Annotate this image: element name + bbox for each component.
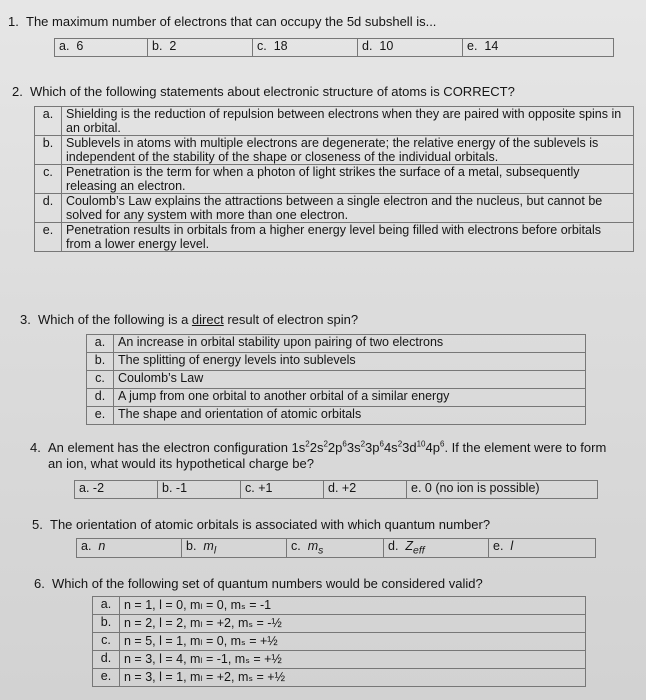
orbital-term: 3d <box>402 440 417 455</box>
option-a[interactable]: An increase in orbital stability upon pairing of two electrons <box>114 335 586 353</box>
option-d[interactable]: d. +2 <box>324 481 407 499</box>
orbital-term: 4p <box>425 440 440 455</box>
orbital-term: 3p <box>365 440 380 455</box>
option-b[interactable]: Sublevels in atoms with multiple electrons are degenerate; the relative energy of the sublevels is independent of the stability of the shape or closeness of the individual orbitals. <box>62 136 634 165</box>
option-a[interactable]: a. -2 <box>75 481 158 499</box>
option-e[interactable]: e. l <box>489 539 596 558</box>
orbital-electron-count: 6 <box>342 439 347 449</box>
q2-options <box>34 106 634 252</box>
question-number: 4. <box>30 440 41 455</box>
question-number: 6. <box>34 576 45 591</box>
orbital-electron-count: 10 <box>416 439 426 449</box>
option-d[interactable]: A jump from one orbital to another orbital of a similar energy <box>114 389 586 407</box>
orbital-electron-count: 2 <box>360 439 366 449</box>
electron-configuration <box>292 440 445 455</box>
orbital-term: 3s <box>346 440 361 455</box>
option-c[interactable]: c. +1 <box>241 481 324 499</box>
option-a[interactable]: a. n <box>77 539 182 558</box>
option-e[interactable]: e. 0 (no ion is possible) <box>407 481 598 499</box>
question-text: Which of the following set of quantum numbers would be considered valid? <box>52 576 483 591</box>
option-b[interactable]: The splitting of energy levels into sublevels <box>114 353 586 371</box>
q5-options <box>76 538 596 558</box>
option-b[interactable]: b. $m_l$ <box>182 539 287 558</box>
question-number: 3. <box>20 312 31 327</box>
option-e[interactable]: Penetration results in orbitals from a higher energy level being filled with electrons before orbitals from a lower energy level. <box>62 223 634 252</box>
option-a[interactable]: Shielding is the reduction of repulsion between electrons when they are paired with opposite spins in an orbital. <box>62 107 634 136</box>
option-c[interactable]: c. 18 <box>253 39 358 57</box>
option-a[interactable]: a. 6 <box>55 39 148 57</box>
option-b[interactable]: n = 2, l = 2, mₗ = +2, mₛ = -½ <box>120 615 586 633</box>
option-d[interactable]: Coulomb’s Law explains the attractions between a single electron and the nucleus, but cannot be solved for any system with more than one electron. <box>62 194 634 223</box>
question-4: 4. An element has the electron configuration $1s^22s^22p^63s^23p^64s^23d^{10}4p^6$. If the element were to form an ion, what would its hypothetical charge be? <box>30 439 607 471</box>
question-3: 3. Which of the following is a direct result of electron spin? <box>20 312 359 327</box>
option-d[interactable]: d. 10 <box>358 39 463 57</box>
q4-options <box>74 480 598 499</box>
option-letter: c. <box>35 165 62 194</box>
option-c[interactable]: Coulomb’s Law <box>114 371 586 389</box>
question-text: The orientation of atomic orbitals is associated with which quantum number? <box>50 517 491 532</box>
q3-options: a. An increase in orbital stability upon pairing of two electrons b. The splitting of energy levels into sublevels c. Coulomb’s Law d. A jump from one orbital to another orbital of a similar energy e. The shape and orientation of atomic orbitals <box>86 334 586 425</box>
option-b[interactable]: b. 2 <box>148 39 253 57</box>
option-e[interactable]: The shape and orientation of atomic orbitals <box>114 407 586 425</box>
option-letter: e. <box>35 223 62 252</box>
option-letter: d. <box>35 194 62 223</box>
question-text: The maximum number of electrons that can occupy the 5d subshell is... <box>26 14 437 29</box>
option-d[interactable]: n = 3, l = 4, mₗ = -1, mₛ = +½ <box>120 651 586 669</box>
option-d[interactable]: d. $Z_{eff}$ <box>384 539 489 558</box>
option-e[interactable]: n = 3, l = 1, mₗ = +2, mₛ = +½ <box>120 669 586 687</box>
option-c[interactable]: Penetration is the term for when a photon of light strikes the surface of a metal, subsequently releasing an electron. <box>62 165 634 194</box>
orbital-electron-count: 2 <box>323 439 328 449</box>
orbital-electron-count: 6 <box>379 439 384 449</box>
question-5 <box>32 517 490 533</box>
underlined-word: direct <box>191 312 224 327</box>
orbital-term: 2p <box>327 440 343 455</box>
question-number: 2. <box>12 84 23 99</box>
question-2 <box>12 84 515 100</box>
question-number: 5. <box>32 517 43 532</box>
question-1 <box>8 14 436 30</box>
orbital-electron-count: 2 <box>305 439 310 449</box>
q1-options <box>54 38 614 57</box>
orbital-electron-count: 6 <box>439 439 445 449</box>
orbital-electron-count: 2 <box>397 439 403 449</box>
question-6 <box>34 576 483 592</box>
option-c[interactable]: n = 5, l = 1, mₗ = 0, mₛ = +½ <box>120 633 586 651</box>
option-a[interactable]: n = 1, l = 0, mₗ = 0, mₛ = -1 <box>120 597 586 615</box>
question-text: Which of the following statements about electronic structure of atoms is CORRECT? <box>30 84 515 99</box>
option-e[interactable]: e. 14 <box>463 39 614 57</box>
q6-options: a. n = 1, l = 0, mₗ = 0, mₛ = -1 b. n = 2, l = 2, mₗ = +2, mₛ = -½ c. n = 5, l = 1, mₗ = 0, mₛ = +½ d. n = 3, l = 4, mₗ = -1, mₛ = +½ e. n = 3, l = 1, mₗ = +2, mₛ = +½ <box>92 596 586 687</box>
option-b[interactable]: b. -1 <box>158 481 241 499</box>
question-number: 1. <box>8 14 19 29</box>
orbital-term: 4s <box>383 440 398 455</box>
orbital-term: 1s <box>291 440 306 455</box>
option-letter: b. <box>35 136 62 165</box>
orbital-term: 2s <box>309 440 324 455</box>
option-letter: a. <box>35 107 62 136</box>
option-c[interactable]: c. $m_s$ <box>287 539 384 558</box>
